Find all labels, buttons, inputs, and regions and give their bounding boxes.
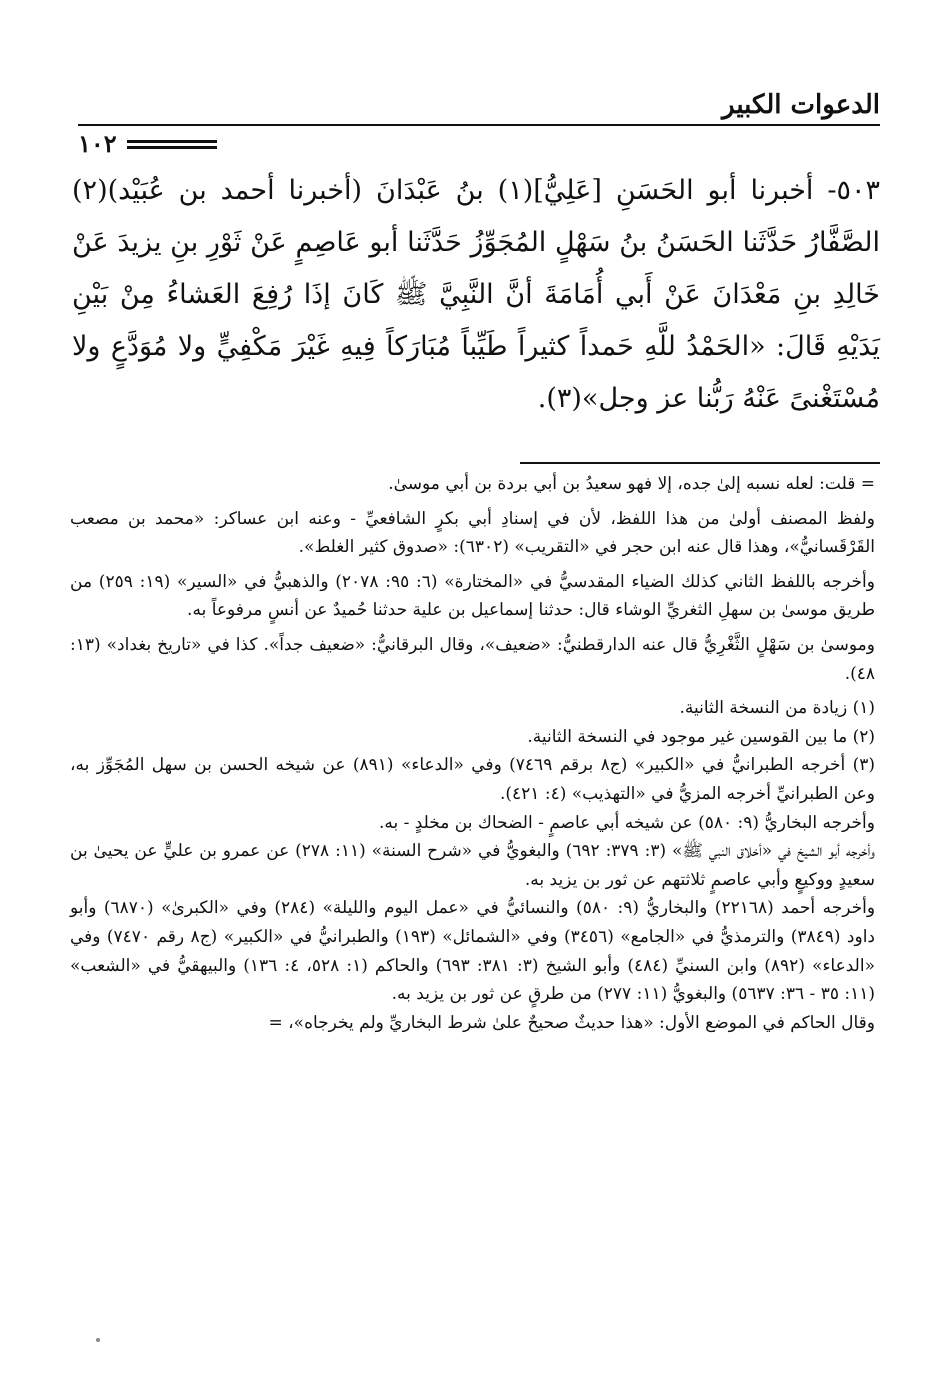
book-title: الدعوات الكبير xyxy=(721,90,880,120)
page-number: ١٠٢ xyxy=(78,129,117,158)
footnote-continuation-3: وأخرجه باللفظ الثاني كذلك الضياء المقدسيُّ في «المختارة» (٦: ٩٥: ٢٠٧٨) والذهبيُّ في «السير» (١٩: ٢٥٩) من طريق موسىٰ بن سهلِ الثغريِّ الوشاء قال: حدثنا إسماعيل بن علية حدثنا حُميدٌ عن أنسٍ مرفوعاً به. xyxy=(70,571,875,621)
footnote-3-cont-3: وأخرجه أحمد (٢٢١٦٨) والبخاريُّ (٩: ٥٨٠) والنسائيُّ في «عمل اليوم والليلة» (٢٨٤) وفي «الكبرىٰ» (٦٨٧٠) وأبو داود (٣٨٤٩) والترمذيُّ في «الجامع» (٣٤٥٦) وفي «الشمائل» (١٩٣) والطبرانيُّ في «الكبير» (ج٨ رقم ٧٤٧٠) وفي «الدعاء» (٨٩٢) وابن السنيِّ (٤٨٤) وأبو الشيخ (٣: ٣٨١: ٦٩٣) والحاكم (١: ٥٢٨، ٤: ١٣٦) والبيهقيُّ في «الشعب» (١١: ٣٥ - ٣٦: ٥٦٣٧) والبغويُّ (١١: ٢٧٧) من طرقٍ عن ثور بن يزيد به. xyxy=(70,898,876,1005)
footnotes xyxy=(70,470,875,1037)
hadith-paragraph: ٥٠٣- أخبرنا أبو الحَسَنِ [عَلِيُّ](١) بنُ عَبْدَانَ (أخبرنا أحمد بن عُبَيْد)(٢) الصَّفَّارُ حَدَّثَنا الحَسَنُ بنُ سَهْلٍ المُجَوِّزُ حَدَّثَنا أبو عَاصِمٍ عَنْ ثَوْرِ بنِ يزيدَ عَنْ خَالِدِ بنِ مَعْدَانَ عَنْ أَبي أُمَامَةَ أنَّ النَّبِيَّ ﷺ كَانَ إذَا رُفِعَ العَشاءُ مِنْ بَيْنِ يَدَيْهِ قَالَ: «الحَمْدُ للَّهِ حَمداً كثيراً طَيِّباً مُبَارَكاً فِيهِ غَيْرَ مَكْفِيٍّ ولا مُوَدَّعٍ ولا مُسْتَغْنىً عَنْهُ رَبُّنا عز وجل»(٣). xyxy=(72,175,880,414)
page-header xyxy=(78,88,880,158)
footnote-continuation-1: = قلت: لعله نسبه إلىٰ جده، إلا فهو سعيدُ بن أبي بردة بن أبي موسىٰ. xyxy=(388,474,875,494)
page-number-block xyxy=(78,129,217,158)
footnote-continuation-2: ولفظ المصنف أولىٰ من هذا اللفظ، لأن في إسنادِ أبي بكرٍ الشافعيِّ - وعنه ابن عساكر: «محمد بن مصعب القَرْقَسانيُّ»، وهذا قال عنه ابن حجر في «التقريب» (٦٣٠٢): «صدوق كثير الغلط». xyxy=(70,508,875,558)
footnote-1: (١) زيادة من النسخة الثانية. xyxy=(679,698,875,719)
footnote-3-cont-1: وأخرجه البخاريُّ (٩: ٥٨٠) عن شيخه أبي عاصمٍ - الضحاك بن مخلدٍ - به. xyxy=(378,812,875,833)
footnote-divider xyxy=(520,462,880,464)
header-rule xyxy=(78,124,880,126)
scan-speck xyxy=(96,1338,100,1342)
main-text xyxy=(72,165,880,425)
page-number-bars xyxy=(127,137,217,152)
footnote-3: (٣) أخرجه الطبرانيُّ في «الكبير» (ج٨ برقم ٧٤٦٩) وفي «الدعاء» (٨٩١) عن شيخه الحسن بن سهل المُجَوِّز به، وعن الطبرانيِّ أخرجه المزيُّ في «التهذيب» (٤: ٤٢١). xyxy=(70,755,875,804)
footnote-continuation-4: وموسىٰ بن سَهْلٍ الثَّغْرِيُّ قال عنه الدارقطنيُّ: «ضعيف»، وقال البرقانيُّ: «ضعيف جداً». كذا في «تاريخ بغداد» (١٣: ٤٨). xyxy=(70,634,875,684)
footnote-2: (٢) ما بين القوسين غير موجود في النسخة الثانية. xyxy=(527,726,875,747)
footnote-3-cont-4: وقال الحاكم في الموضع الأول: «هذا حديثٌ صحيحٌ علىٰ شرط البخاريِّ ولم يخرجاه»، = xyxy=(268,1012,875,1033)
footnote-3-cont-2: وأخرجه أبو الشيخ في «أخلاق النبي ﷺ» (٣: ٣٧٩: ٦٩٢) والبغويُّ في «شرح السنة» (١١: ٢٧٨) عن عمرو بن عليٍّ عن يحيىٰ بن سعيدٍ ووكيعٍ وأبي عاصمٍ ثلاثتهم عن ثور بن يزيد به. xyxy=(70,841,875,890)
